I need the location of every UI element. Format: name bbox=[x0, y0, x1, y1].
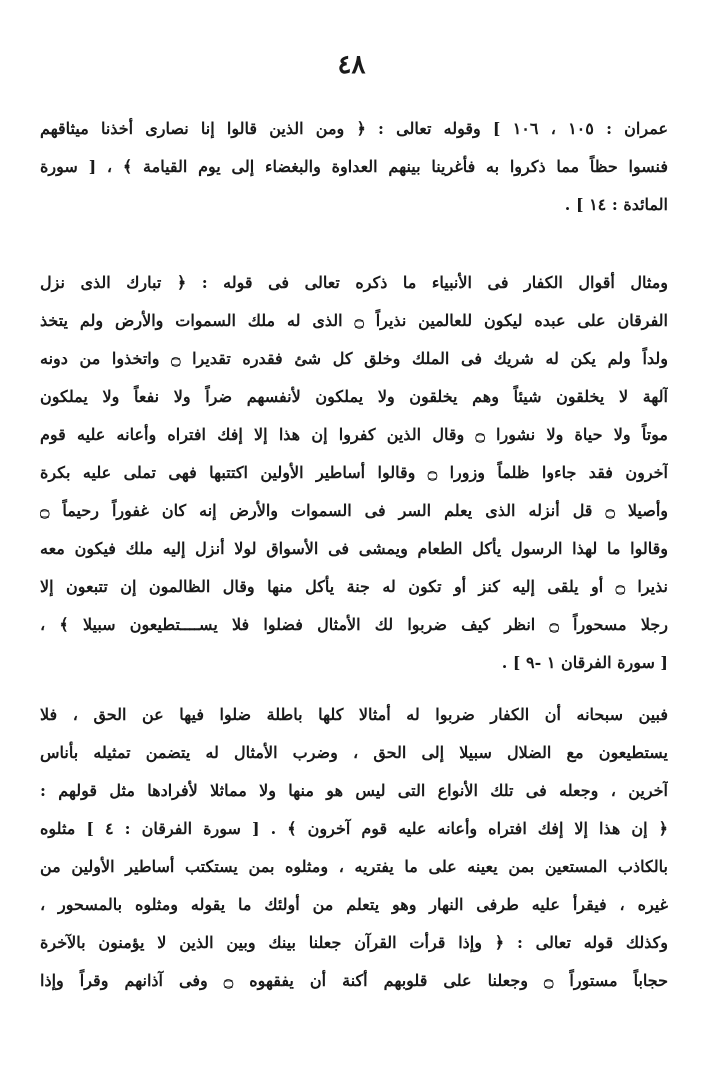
text-line: آخرين ، وجعله فى تلك الأنواع التى ليس هو منها ولا مماثلا لأفرادها مثل قولهم : bbox=[40, 781, 668, 800]
text-line: وقالوا ما لهذا الرسول يأكل الطعام ويمشى فى الأسواق لولا أنزل إليه ملك فيكون معه bbox=[40, 539, 668, 558]
text-line: وأصيلا ۝ قل أنزله الذى يعلم السر فى السموات والأرض إنه كان غفوراً رحيماً ۝ bbox=[40, 501, 668, 520]
text-line: نذيرا ۝ أو يلقى إليه كنز أو تكون له جنة يأكل منها وقال الظالمون إن تتبعون إلا bbox=[40, 577, 668, 596]
text-line: عمران : ١٠٥ ، ١٠٦ ] وقوله تعالى : ﴿ ومن الذين قالوا إنا نصارى أخذنا ميثاقهم bbox=[40, 119, 668, 138]
text-line: المائدة : ١٤ ] . bbox=[564, 195, 668, 214]
text-line: آخرون فقد جاءوا ظلماً وزورا ۝ وقالوا أساطير الأولين اكتتبها فهى تملى عليه بكرة bbox=[40, 463, 668, 482]
paragraph-3 bbox=[40, 696, 668, 1000]
text-line: ﴿ إن هذا إلا إفك افتراه وأعانه عليه قوم آخرون ﴾ . [ سورة الفرقان : ٤ ] مثلوه bbox=[40, 819, 668, 838]
text-line: ولداً ولم يكن له شريك فى الملك وخلق كل شئ فقدره تقديرا ۝ واتخذوا من دونه bbox=[40, 349, 668, 368]
text-line: فبين سبحانه أن الكفار ضربوا له أمثالا كلها باطلة ضلوا فيها عن الحق ، فلا bbox=[40, 705, 668, 724]
text-line: رجلا مسحوراً ۝ انظر كيف ضربوا لك الأمثال فضلوا فلا يســــتطيعون سبيلا ﴾ ، bbox=[40, 615, 668, 634]
page-number: ٤٨ bbox=[337, 50, 366, 80]
text-line: حجاباً مستوراً ۝ وجعلنا على قلوبهم أكنة أن يفقهوه ۝ وفى آذانهم وقراً وإذا bbox=[40, 971, 668, 990]
text-line: ومثال أقوال الكفار فى الأنبياء ما ذكره تعالى فى قوله : ﴿ تبارك الذى نزل bbox=[40, 273, 668, 292]
text-line: بالكاذب المستعين بمن يعينه على ما يفتريه ، ومثلوه بمن يستكتب أساطير الأولين من bbox=[40, 857, 668, 876]
text-line: موتاً ولا حياة ولا نشورا ۝ وقال الذين كفروا إن هذا إلا إفك افتراه وأعانه عليه قوم bbox=[40, 425, 668, 444]
text-line: الفرقان على عبده ليكون للعالمين نذيراً ۝ الذى له ملك السموات والأرض ولم يتخذ bbox=[40, 311, 668, 330]
text-line: يستطيعون مع الضلال سبيلا إلى الحق ، وضرب الأمثال له يتضمن تمثيله بأناس bbox=[40, 743, 668, 762]
text-line: وكذلك قوله تعالى : ﴿ وإذا قرأت القرآن جعلنا بينك وبين الذين لا يؤمنون بالآخرة bbox=[40, 933, 668, 952]
paragraph-1 bbox=[40, 110, 668, 224]
text-line: [ سورة الفرقان ١ -٩ ] . bbox=[501, 653, 668, 672]
text-line: غيره ، فيقرأ عليه طرفى النهار وهو يتعلم من أولئك ما يقوله ومثلوه بالمسحور ، bbox=[40, 895, 668, 914]
text-line: آلهة لا يخلقون شيئاً وهم يخلقون ولا يملكون لأنفسهم ضراً ولا نفعاً ولا يملكون bbox=[40, 387, 668, 406]
paragraph-2 bbox=[40, 264, 668, 682]
text-line: فنسوا حظاً مما ذكروا به فأغرينا بينهم العداوة والبغضاء إلى يوم القيامة ﴾ ، [ سورة bbox=[40, 157, 668, 176]
